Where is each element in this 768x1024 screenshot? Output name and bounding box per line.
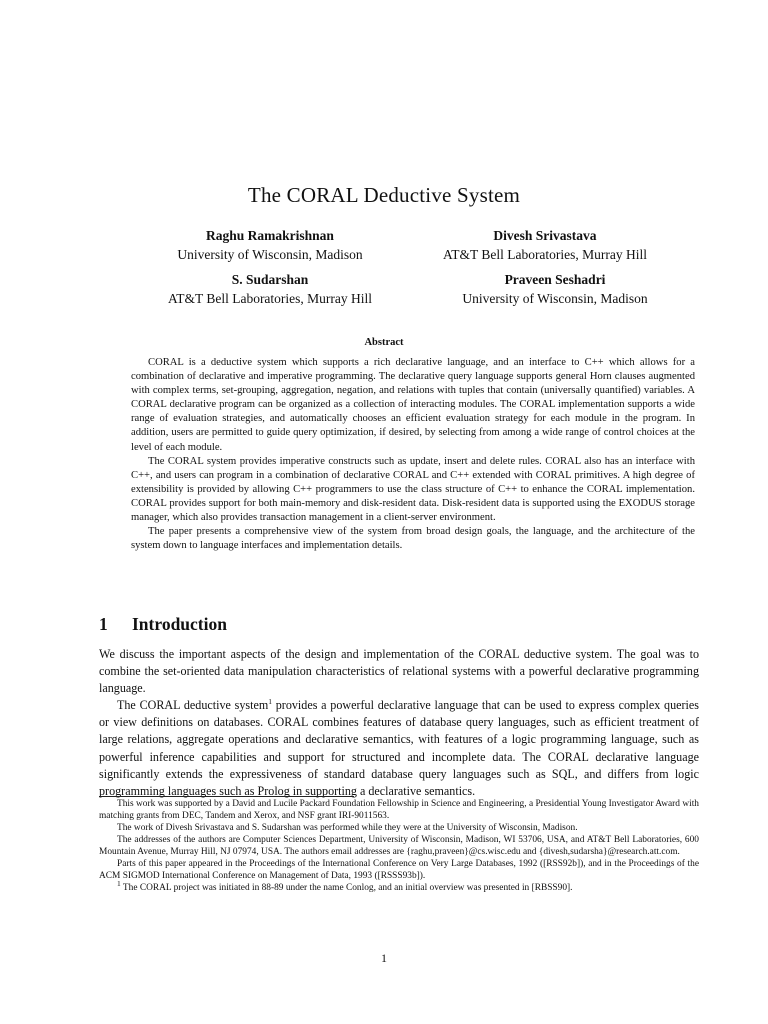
section-heading — [99, 614, 227, 635]
paper-title: The CORAL Deductive System — [247, 183, 521, 207]
footnote-marker: 1 — [117, 878, 121, 888]
abstract-paragraph: CORAL is a deductive system which supports a rich declarative language, and an interface to C++ which allows for a combination of declarative and imperative programming. The declarative query language supports general Horn clauses augmented with complex terms, set-grouping, aggregation, negation, and relations with tuples that contain (universally quantified) variables. A CORAL declarative program can be organized as a collection of interacting modules. The CORAL implementation supports a wide range of evaluation strategies, and automatically chooses an efficient evaluation strategy for each module in the program. In addition, users are permitted to guide query optimization, if desired, by selecting from among a wide range of control choices at the level of each module. — [131, 357, 695, 453]
author-affiliation: AT&T Bell Laboratories, Murray Hill — [167, 291, 373, 306]
footnotes — [99, 798, 699, 894]
author-affiliation: University of Wisconsin, Madison — [462, 291, 648, 306]
author-affiliation: University of Wisconsin, Madison — [177, 247, 363, 262]
abstract-paragraph: The CORAL system provides imperative constructs such as update, insert and delete rules. CORAL also has an interface with C++, and users can program in a combination of declarative CORAL and C++ extended with CORAL primitives. A high degree of extensibility is provided by allowing C++ programmers to use the class structure of C++ to enhance the CORAL implementation. CORAL provides support for both main-memory and disk-resident data. Disk-resident data is supported using the EXODUS storage manager, which also provides transaction management in a client-server environment. — [131, 455, 695, 524]
author-name: Praveen Seshadri — [504, 272, 606, 287]
author-block — [410, 227, 680, 264]
author-name: Raghu Ramakrishnan — [206, 228, 334, 243]
author-name: S. Sudarshan — [231, 272, 309, 287]
footnote: Parts of this paper appeared in the Proceedings of the International Conference on Very Large Databases, 1992 ([RSS92b]), and in the Proceedings of the ACM SIGMOD International Conference on Management of Data, 1993 ([RSSS93b]). — [99, 859, 699, 881]
author-name: Divesh Srivastava — [493, 228, 597, 243]
footnote-rule — [99, 796, 354, 797]
page-number: 1 — [381, 951, 387, 965]
footnote: This work was supported by a David and Lucile Packard Foundation Fellowship in Science and Engineering, a Presidential Young Investigator Award with matching grants from DEC, Tandem and Xerox, and NSF grant IRI-9011563. — [99, 799, 699, 821]
section-number: 1 — [99, 614, 108, 634]
introduction-body — [99, 646, 699, 800]
author-affiliation: AT&T Bell Laboratories, Murray Hill — [442, 247, 648, 262]
body-text: The CORAL deductive system — [117, 698, 269, 713]
abstract-body — [131, 356, 695, 553]
abstract-paragraph: The paper presents a comprehensive view of the system from broad design goals, the language, and the architecture of the system down to language interfaces and implementation details. — [131, 526, 695, 552]
author-block — [150, 271, 390, 308]
footnote-marker: 1 — [268, 697, 272, 707]
body-text: provides a powerful declarative language that can be used to express complex queries or view definitions on databases. CORAL combines features of database query languages, such as efficient treatment of large relations, aggregate operations and declarative semantics, with features of a logic programming language, such as powerful inference capabilities and support for structured and incomplete data. The CORAL declarative language significantly extends the expressiveness of standard database query languages such as SQL, and differs from logic programming languages such as Prolog in supporting a declarative semantics. — [99, 698, 699, 798]
body-paragraph — [99, 697, 699, 800]
body-paragraph: We discuss the important aspects of the design and implementation of the CORAL deductive system. The goal was to combine the set-oriented data manipulation characteristics of relational systems with a powerful declarative programming language. — [99, 647, 699, 696]
footnote: The addresses of the authors are Computer Sciences Department, University of Wisconsin, Madison, WI 53706, USA, and AT&T Bell Laboratories, 600 Mountain Avenue, Murray Hill, NJ 07974, USA. The authors email addresses are {raghu,praveen}@cs.wisc.edu and {divesh,sudarsha}@research.att.com. — [99, 835, 699, 857]
abstract-heading: Abstract — [364, 337, 404, 348]
author-block — [430, 271, 680, 308]
footnote — [99, 878, 699, 894]
section-title: Introduction — [132, 614, 227, 634]
footnote-text: The CORAL project was initiated in 88-89 under the name Conlog, and an initial overview was presented in [RBSS90]. — [120, 883, 573, 893]
footnote: The work of Divesh Srivastava and S. Sudarshan was performed while they were at the University of Wisconsin, Madison. — [117, 823, 578, 833]
author-block — [150, 227, 390, 264]
